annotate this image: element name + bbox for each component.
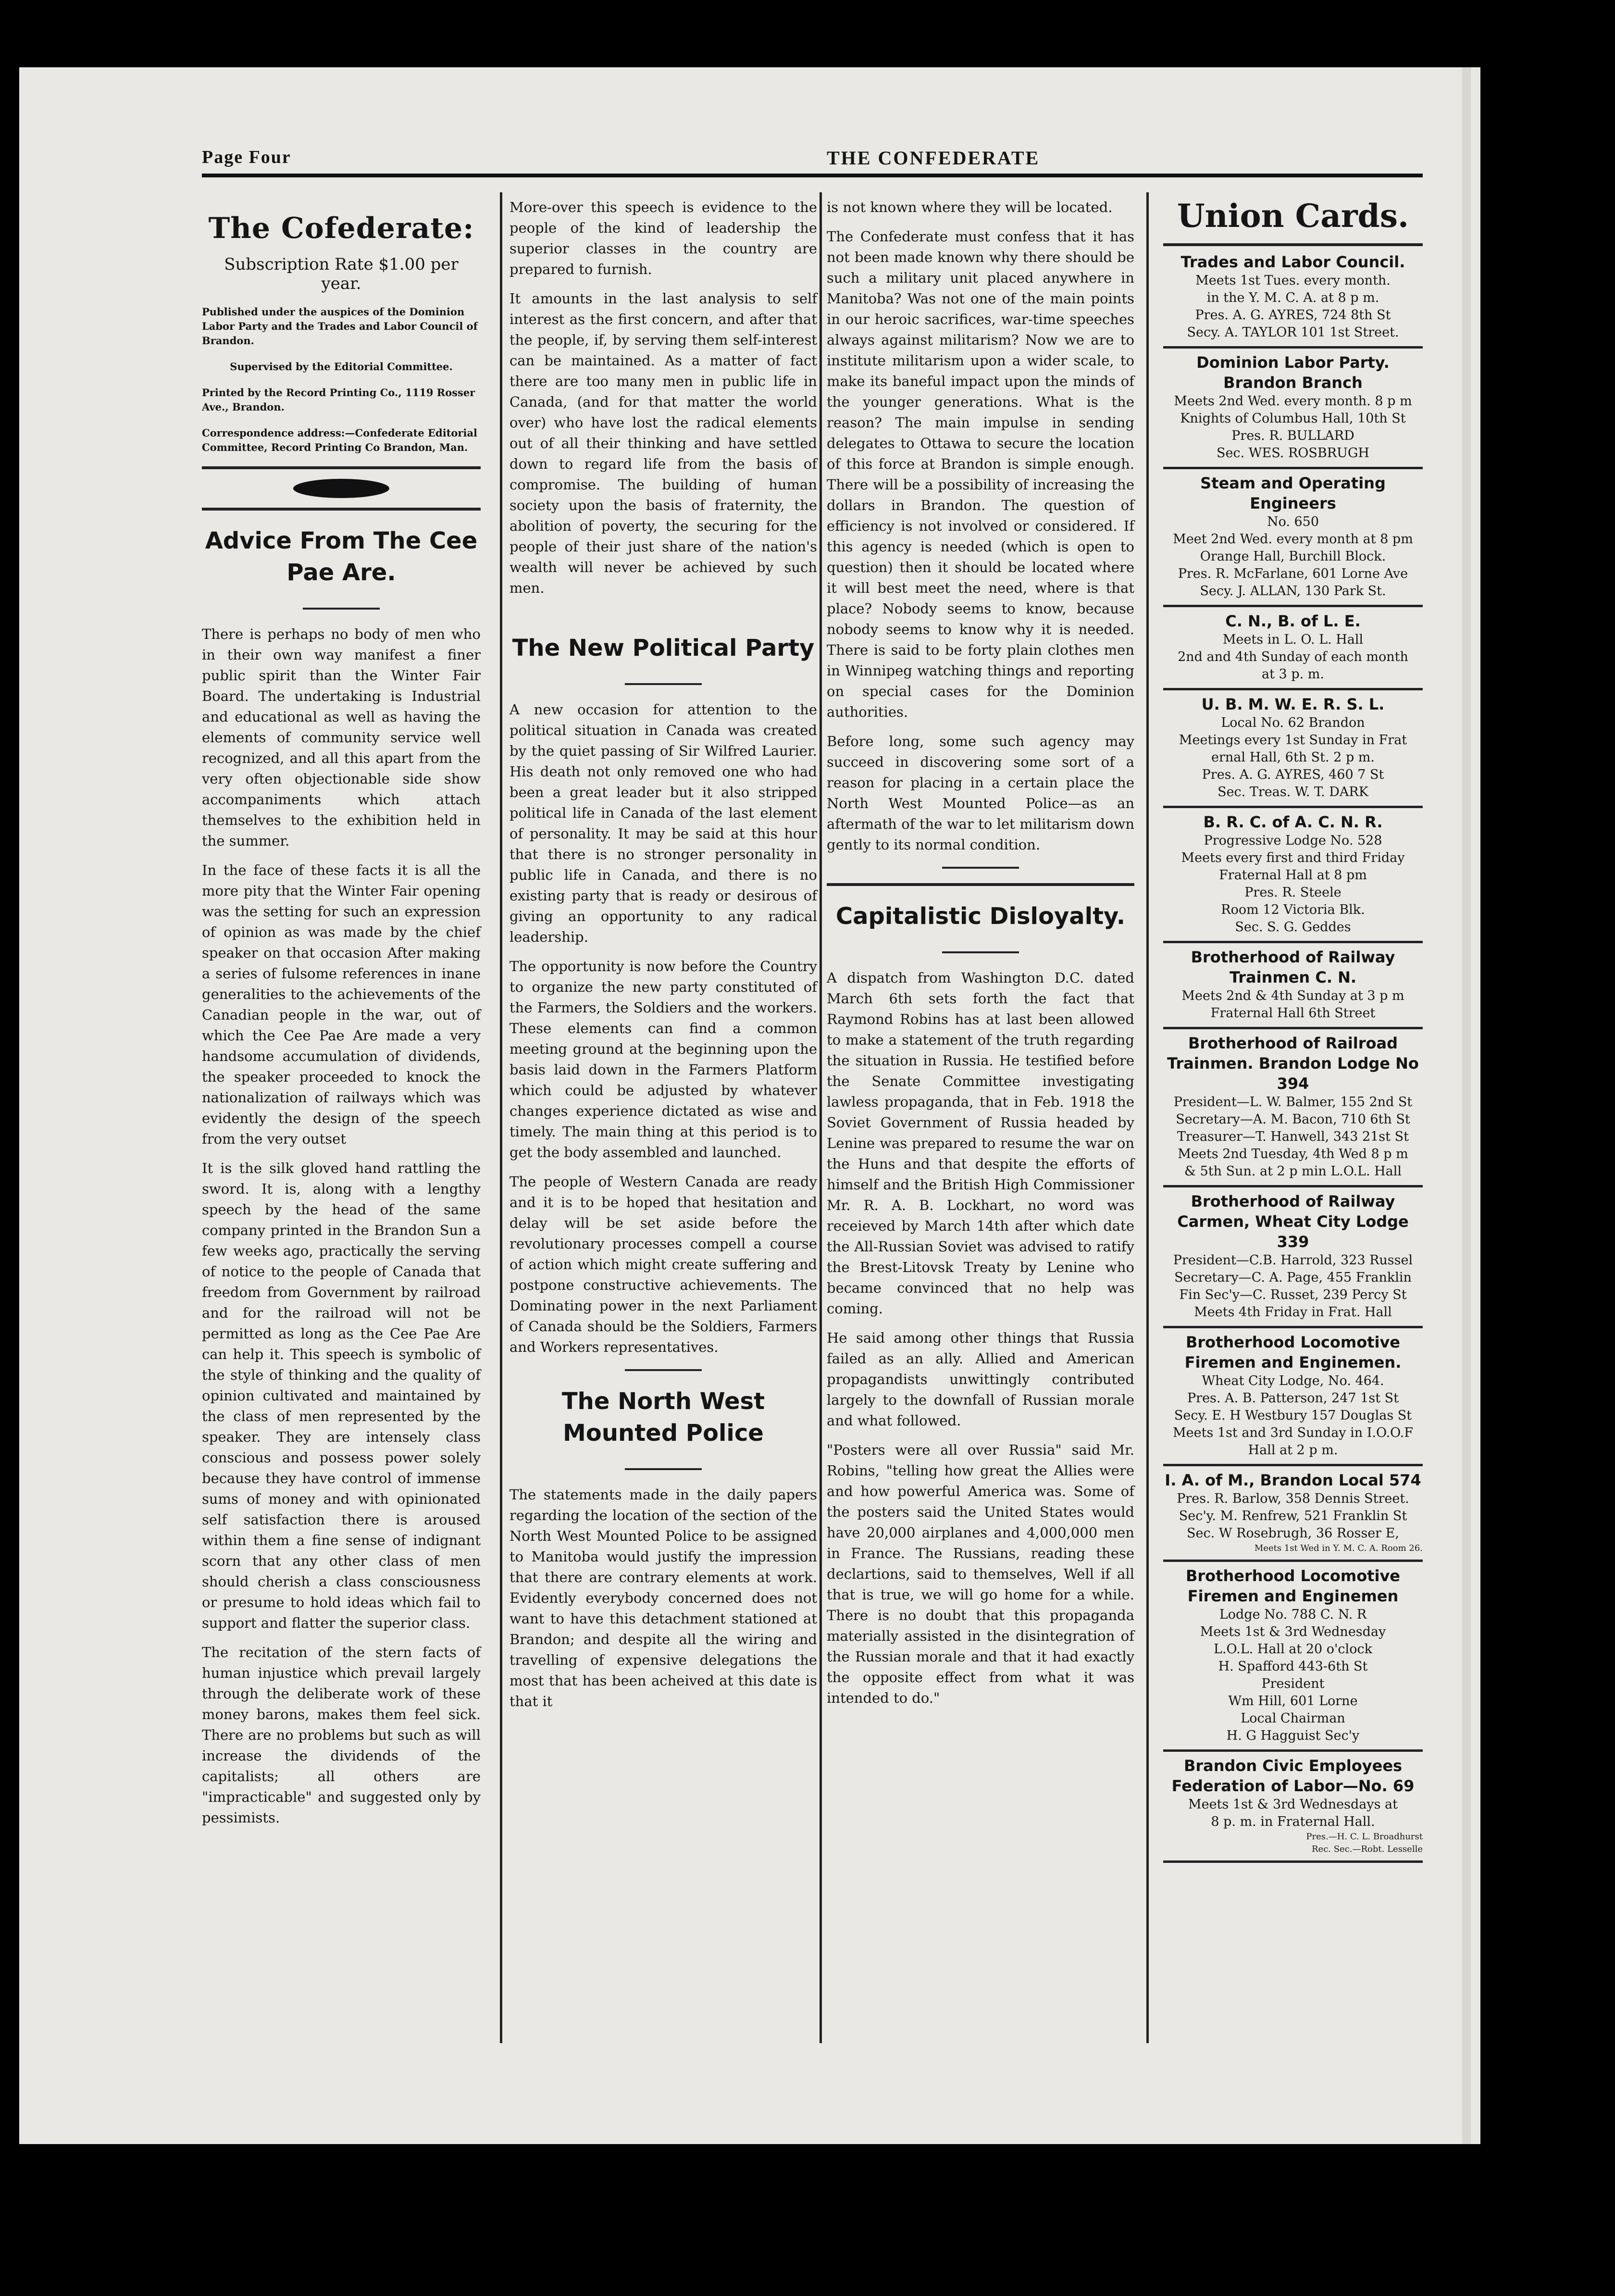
section-rule bbox=[1163, 243, 1423, 246]
advice-paragraph: It is the silk gloved hand rattling the sword. It is, along with a lengthy speech by the head of the same company printed in the Brandon Sun a few weeks ago, practically the serving of notice to the people of Canada that freedom from Government by railroad and for the railroad will not be permitted as long as the Cee Pae Are can help it. This speech is symbolic of the style of thinking and the quality of opinion cultivated and maintained by the class of men represented by the speaker. They are intensely class conscious and possess power solely because they have control of immense sums of money and with opinionated self satisfaction there is aroused within them a fine sense of indignant scorn that any other class of men should cherish a class consciousness or presume to hold ideas which fail to support and flatter the superior class. bbox=[202, 1160, 481, 1631]
union-card-line: President—C.B. Harrold, 323 Russel bbox=[1173, 1253, 1413, 1268]
union-card-line: Meets 2nd Wed. every month. 8 p m bbox=[1174, 394, 1412, 409]
union-card-line: Wheat City Lodge, No. 464. bbox=[1202, 1373, 1384, 1388]
section-rule bbox=[827, 883, 1134, 886]
union-card-line: Meets in L. O. L. Hall bbox=[1222, 632, 1364, 647]
union-card-line: Pres. A. G. AYRES, 724 8th St bbox=[1195, 308, 1391, 323]
union-card-line: President bbox=[1261, 1676, 1325, 1691]
paper-name: THE CONFEDERATE bbox=[827, 147, 1040, 169]
headline-rule bbox=[625, 1468, 702, 1470]
union-cards-list bbox=[1163, 248, 1423, 1863]
police-paragraph: is not known where they will be located. bbox=[827, 199, 1113, 215]
union-card-line: & 5th Sun. at 2 p min L.O.L. Hall bbox=[1184, 1164, 1402, 1179]
union-card bbox=[1163, 690, 1423, 808]
union-card-line: Treasurer—T. Hanwell, 343 21st St bbox=[1177, 1129, 1409, 1144]
union-card-line: Local Chairman bbox=[1241, 1711, 1345, 1726]
union-cards-title: Union Cards. bbox=[1177, 197, 1409, 235]
column-divider bbox=[820, 192, 822, 2043]
union-card bbox=[1163, 248, 1423, 349]
union-card-name: Brotherhood of Railway Carmen, Wheat City Lodge 339 bbox=[1177, 1192, 1409, 1251]
column-3 bbox=[827, 197, 1134, 1717]
union-card bbox=[1163, 607, 1423, 690]
column-2 bbox=[509, 197, 817, 1721]
union-card-line: at 3 p. m. bbox=[1262, 667, 1324, 682]
union-card bbox=[1163, 943, 1423, 1029]
union-card-line: in the Y. M. C. A. at 8 p m. bbox=[1206, 290, 1379, 305]
section-rule bbox=[625, 1369, 702, 1371]
union-card-line: Wm Hill, 601 Lorne bbox=[1228, 1694, 1358, 1709]
party-paragraph: The opportunity is now before the Country to organize the new party constituted of the Farmers, the Soldiers and the workers. These elements can find a common meeting ground at the beginning upon the basis laid down in the Farmers Platform which could be adjusted by whatever changes experience dictated as wise and timely. The main thing at this period is to get the body assembled and launched. bbox=[509, 958, 817, 1160]
headline-rule bbox=[303, 608, 380, 610]
column-divider bbox=[500, 192, 502, 2043]
union-card-name: Brotherhood Locomotive Firemen and Enginemen bbox=[1186, 1567, 1400, 1605]
union-card-line: Meets every first and third Friday bbox=[1181, 850, 1405, 865]
union-cards-column bbox=[1163, 197, 1423, 1863]
headline-rule bbox=[625, 683, 702, 685]
published-note: Published under the auspices of the Dominion Labor Party and the Trades and Labor Council of Brandon. bbox=[202, 306, 478, 347]
union-card-line: Pres.—H. C. L. Broadhurst bbox=[1306, 1832, 1423, 1842]
union-card-line: Fraternal Hall at 8 pm bbox=[1219, 868, 1367, 883]
union-card-name: I. A. of M., Brandon Local 574 bbox=[1165, 1471, 1421, 1489]
union-card-line: Fin Sec'y—C. Russet, 239 Percy St bbox=[1179, 1287, 1407, 1302]
union-card-line: Secretary—C. A. Page, 455 Franklin bbox=[1174, 1270, 1412, 1285]
supervised-note: Supervised by the Editorial Committee. bbox=[230, 361, 453, 373]
header-rule bbox=[202, 174, 1423, 177]
union-card-name: Brotherhood Locomotive Firemen and Enginemen. bbox=[1184, 1333, 1402, 1372]
party-paragraph: The people of Western Canada are ready and it is to be hoped that hesitation and delay will be set aside before the revolutionary processes compell a course of action which might create suffering and postpone constructive achievements. The Dominating power in the next Parliament of Canada should be the Soldiers, Farmers and Workers representatives. bbox=[509, 1173, 817, 1355]
union-card bbox=[1163, 1562, 1423, 1752]
union-card-line: Meets 4th Friday in Frat. Hall bbox=[1194, 1305, 1392, 1320]
union-card-line: Meets 1st & 3rd Wednesday bbox=[1200, 1624, 1386, 1639]
correspondence-note: Correspondence address:—Confederate Editorial Committee, Record Printing Co Brandon, Man. bbox=[202, 427, 478, 453]
article-paragraph: More-over this speech is evidence to the people of the kind of leadership the superior classes in the country are prepared to furnish. bbox=[509, 199, 817, 277]
union-card-line: Pres. A. G. AYRES, 460 7 St bbox=[1202, 767, 1384, 782]
union-card-line: Hall at 2 p m. bbox=[1248, 1443, 1338, 1458]
police-paragraph: Before long, some such agency may succeed in discovering some sort of a reason for placing in a certain place the North West Mounted Police—as an aftermath of the war to let militarism down gently to its normal condition. bbox=[827, 733, 1134, 853]
page-edge-shadow bbox=[1462, 67, 1471, 2144]
advice-paragraph: There is perhaps no body of men who in their own way manifest a finer public spirit than the Winter Fair Board. The undertaking is Industrial and educational as well as having the elements of community service well recognized, and all this apart from the very often objectionable side show accompaniments which attach themselves to the exhibition held in the summer. bbox=[202, 626, 481, 849]
police-headline: The North West Mounted Police bbox=[561, 1388, 765, 1447]
union-card-line: L.O.L. Hall at 20 o'clock bbox=[1214, 1642, 1372, 1657]
union-card-name: Brandon Civic Employees Federation of Labor—No. 69 bbox=[1171, 1757, 1415, 1795]
union-card-line: Pres. R. Barlow, 358 Dennis Street. bbox=[1177, 1491, 1409, 1506]
union-card bbox=[1163, 1328, 1423, 1466]
union-card-line: Secy. J. ALLAN, 130 Park St. bbox=[1200, 584, 1386, 599]
union-card-line: Pres. R. McFarlane, 601 Lorne Ave bbox=[1178, 566, 1408, 581]
union-card-line: Secy. E. H Westbury 157 Douglas St bbox=[1174, 1408, 1412, 1423]
union-card-line: Meetings every 1st Sunday in Frat bbox=[1179, 733, 1407, 748]
union-card-line: Secy. A. TAYLOR 101 1st Street. bbox=[1187, 325, 1399, 340]
union-card-line: Sec. S. G. Geddes bbox=[1235, 920, 1351, 935]
union-card-line: Knights of Columbus Hall, 10th St bbox=[1180, 411, 1406, 426]
union-card-line: Fraternal Hall 6th Street bbox=[1210, 1006, 1376, 1021]
masthead-title: The Cofederate: bbox=[208, 212, 474, 245]
union-card-line: Progressive Lodge No. 528 bbox=[1204, 833, 1382, 848]
union-card-line: President—L. W. Balmer, 155 2nd St bbox=[1173, 1095, 1413, 1110]
disloyalty-paragraph: He said among other things that Russia failed as an ally. Allied and American propagandists unwittingly contributed largely to the downfall of Russian morale and what followed. bbox=[827, 1330, 1134, 1429]
disloyalty-paragraph: "Posters were all over Russia" said Mr. Robins, "telling how great the Allies were and how powerful America was. Some of the posters said the United States would have 20,000 airplanes and 4,000,000 men in France. The Russians, reading these declartions, said to themselves, Well if all that is true, we will go home for a while. There is no doubt that this propaganda materially assisted in the disintegration of the Russian morale and that it had exactly the opposite effect from what it was intended to do." bbox=[827, 1442, 1134, 1706]
ornament-icon bbox=[293, 479, 389, 498]
advice-paragraph: In the face of these facts it is all the more pity that the Winter Fair opening was the setting for such an expression of opinion as was made by the chief speaker on that occasion After making a series of fulsome references in inane generalities to the achievements of the Canadian people in the war, out of which the Cee Pae Are made a very handsome accumulation of dividends, the speaker proceeded to knock the nationalization of railways which was evidently the design of the speech from the very outset bbox=[202, 862, 481, 1147]
union-card bbox=[1163, 1029, 1423, 1187]
union-card-line: Secretary—A. M. Bacon, 710 6th St bbox=[1176, 1112, 1410, 1127]
union-card-line: Sec'y. M. Renfrew, 521 Franklin St bbox=[1179, 1509, 1407, 1523]
union-card bbox=[1163, 1187, 1423, 1328]
union-card-name: Brotherhood of Railway Trainmen C. N. bbox=[1191, 948, 1395, 986]
union-card-line: Meets 1st Wed in Y. M. C. A. Room 26. bbox=[1254, 1543, 1423, 1553]
union-card-line: No. 650 bbox=[1267, 514, 1319, 529]
union-card-line: Meets 1st & 3rd Wednesdays at bbox=[1188, 1797, 1398, 1812]
union-card-line: Meets 2nd & 4th Sunday at 3 p m bbox=[1181, 988, 1404, 1003]
police-paragraph: The statements made in the daily papers regarding the location of the section of the North West Mounted Police to be assigned to Manitoba would justify the impression that there are contrary elements at work. Evidently everybody concerned does not want to have this detachment stationed at Brandon; and despite all the wiring and travelling of expensive delegations the most that has been acheived at this date is that it bbox=[509, 1486, 817, 1710]
union-card-line: Local No. 62 Brandon bbox=[1221, 715, 1365, 730]
page-header bbox=[202, 147, 1423, 185]
union-card-line: Pres. R. BULLARD bbox=[1231, 428, 1354, 443]
union-card-line: Sec. WES. ROSBRUGH bbox=[1217, 446, 1369, 461]
section-rule bbox=[942, 867, 1019, 869]
union-card bbox=[1163, 808, 1423, 943]
union-card bbox=[1163, 1466, 1423, 1562]
union-card-name: Steam and Operating Engineers bbox=[1200, 474, 1386, 512]
union-card-name: Trades and Labor Council. bbox=[1180, 253, 1405, 271]
party-headline: The New Political Party bbox=[512, 635, 815, 661]
page-label: Page Four bbox=[202, 147, 291, 167]
union-card-line: H. Spafford 443-6th St bbox=[1218, 1659, 1368, 1674]
column-divider bbox=[1146, 192, 1149, 2043]
union-card-name: U. B. M. W. E. R. S. L. bbox=[1201, 695, 1385, 713]
union-card-name: Brotherhood of Railroad Trainmen. Brandon Lodge No 394 bbox=[1167, 1034, 1419, 1093]
disloyalty-headline: Capitalistic Disloyalty. bbox=[835, 903, 1126, 930]
union-card-line: Meets 2nd Tuesday, 4th Wed 8 p m bbox=[1178, 1147, 1408, 1161]
union-card-line: Room 12 Victoria Blk. bbox=[1221, 902, 1365, 917]
union-card-line: Pres. A. B. Patterson, 247 1st St bbox=[1187, 1391, 1399, 1406]
union-card-line: Meet 2nd Wed. every month at 8 pm bbox=[1173, 532, 1413, 547]
subscription-rate: Subscription Rate $1.00 per year. bbox=[224, 255, 459, 293]
union-card-line: Pres. R. Steele bbox=[1244, 885, 1342, 900]
union-card-line: Lodge No. 788 C. N. R bbox=[1219, 1607, 1367, 1622]
union-card-line: Rec. Sec.—Robt. Lesselle bbox=[1311, 1844, 1423, 1854]
union-card-line: 2nd and 4th Sunday of each month bbox=[1178, 649, 1408, 664]
printed-note: Printed by the Record Printing Co., 1119 Rosser Ave., Brandon. bbox=[202, 387, 475, 413]
column-1 bbox=[202, 197, 481, 1837]
union-card-line: 8 p. m. in Fraternal Hall. bbox=[1211, 1814, 1375, 1829]
union-card-line: Sec. W Rosebrugh, 36 Rosser E, bbox=[1187, 1526, 1399, 1541]
union-card-line: Meets 1st and 3rd Sunday in I.O.O.F bbox=[1172, 1425, 1413, 1440]
union-card-line: Orange Hall, Burchill Block. bbox=[1200, 549, 1386, 564]
union-card-name: C. N., B. of L. E. bbox=[1225, 612, 1361, 630]
section-rule bbox=[202, 508, 481, 511]
police-paragraph: The Confederate must confess that it has not been made known why there should be such a military unit placed anywhere in Manitoba? Was not one of the main points in our heroic sacrifices, war-time speeches always against militarism? Now we are to institute militarism upon a wider scale, to make its baneful impact upon the minds of the younger generations. What is the reason? The main impulse in sending delegates to Ottawa to secure the location of this force at Brandon is simple enough. There will be a possibility of increasing the dollars in Brandon. The question of efficiency is not involved or considered. If this agency is needed (which is open to question) then it should be located where it will best meet the need, where is that place? Nobody seems to know, because nobody seems to know why it is needed. There is said to be forty plain clothes men in Winnipeg watching things and reporting on special cases for the Dominion authorities. bbox=[827, 228, 1134, 720]
union-card-name: B. R. C. of A. C. N. R. bbox=[1203, 813, 1383, 831]
union-card-line: H. G Hagguist Sec'y bbox=[1226, 1728, 1360, 1743]
union-card-line: ernal Hall, 6th St. 2 p m. bbox=[1211, 750, 1375, 765]
advice-paragraph: The recitation of the stern facts of human injustice which prevail largely through the deliberate work of these money barons, makes them feel sick. There are no problems but such as will increase the dividends of the capitalists; all others are "impracticable" and suggested only by pessimists. bbox=[202, 1644, 481, 1826]
union-card-name: Dominion Labor Party. Brandon Branch bbox=[1196, 353, 1390, 392]
party-paragraph: A new occasion for attention to the political situation in Canada was created by the quiet passing of Sir Wilfred Laurier. His death not only removed one who had been a great leader but it also stripped political life in Canada of the last element of personality. It may be said at this hour that there is no stronger personality in public life in Canada, and there is no existing party that is ready or desirous of giving an opportunity to any radical leadership. bbox=[509, 701, 817, 945]
union-card bbox=[1163, 1752, 1423, 1863]
advice-headline: Advice From The Cee Pae Are. bbox=[205, 527, 478, 586]
union-card bbox=[1163, 469, 1423, 607]
section-rule bbox=[202, 466, 481, 469]
union-card-line: Sec. Treas. W. T. DARK bbox=[1217, 785, 1368, 799]
union-card-line: Meets 1st Tues. every month. bbox=[1195, 273, 1391, 288]
headline-rule bbox=[942, 951, 1019, 953]
disloyalty-paragraph: A dispatch from Washington D.C. dated March 6th sets forth the fact that Raymond Robins has at last been allowed to make a statement of the truth regarding the situation in Russia. He testified before the Senate Committee investigating lawless propaganda, that in Feb. 1918 the Soviet Government of Russia headed by Lenine was prepared to resume the war on the Huns and that despite the efforts of himself and the British High Commissioner Mr. R. A. B. Lockhart, no word was receieved by March 14th after which date the All-Russian Soviet was advised to ratify the Brest-Litovsk Treaty by Lenine who became convinced that no help was coming. bbox=[827, 970, 1134, 1317]
union-card bbox=[1163, 349, 1423, 469]
article-paragraph: It amounts in the last analysis to self interest as the first concern, and after that the people, if, by serving them self-interest can be maintained. As a matter of fact there are too many men in public life in Canada, (and for that matter the world over) who have lost the radical elements out of all their thinking and have settled down to regard life from the basis of compromise. The building of human society upon the basis of fraternity, the abolition of poverty, the securing for the people of their just share of the nation's wealth will never be achieved by such men. bbox=[509, 290, 817, 596]
